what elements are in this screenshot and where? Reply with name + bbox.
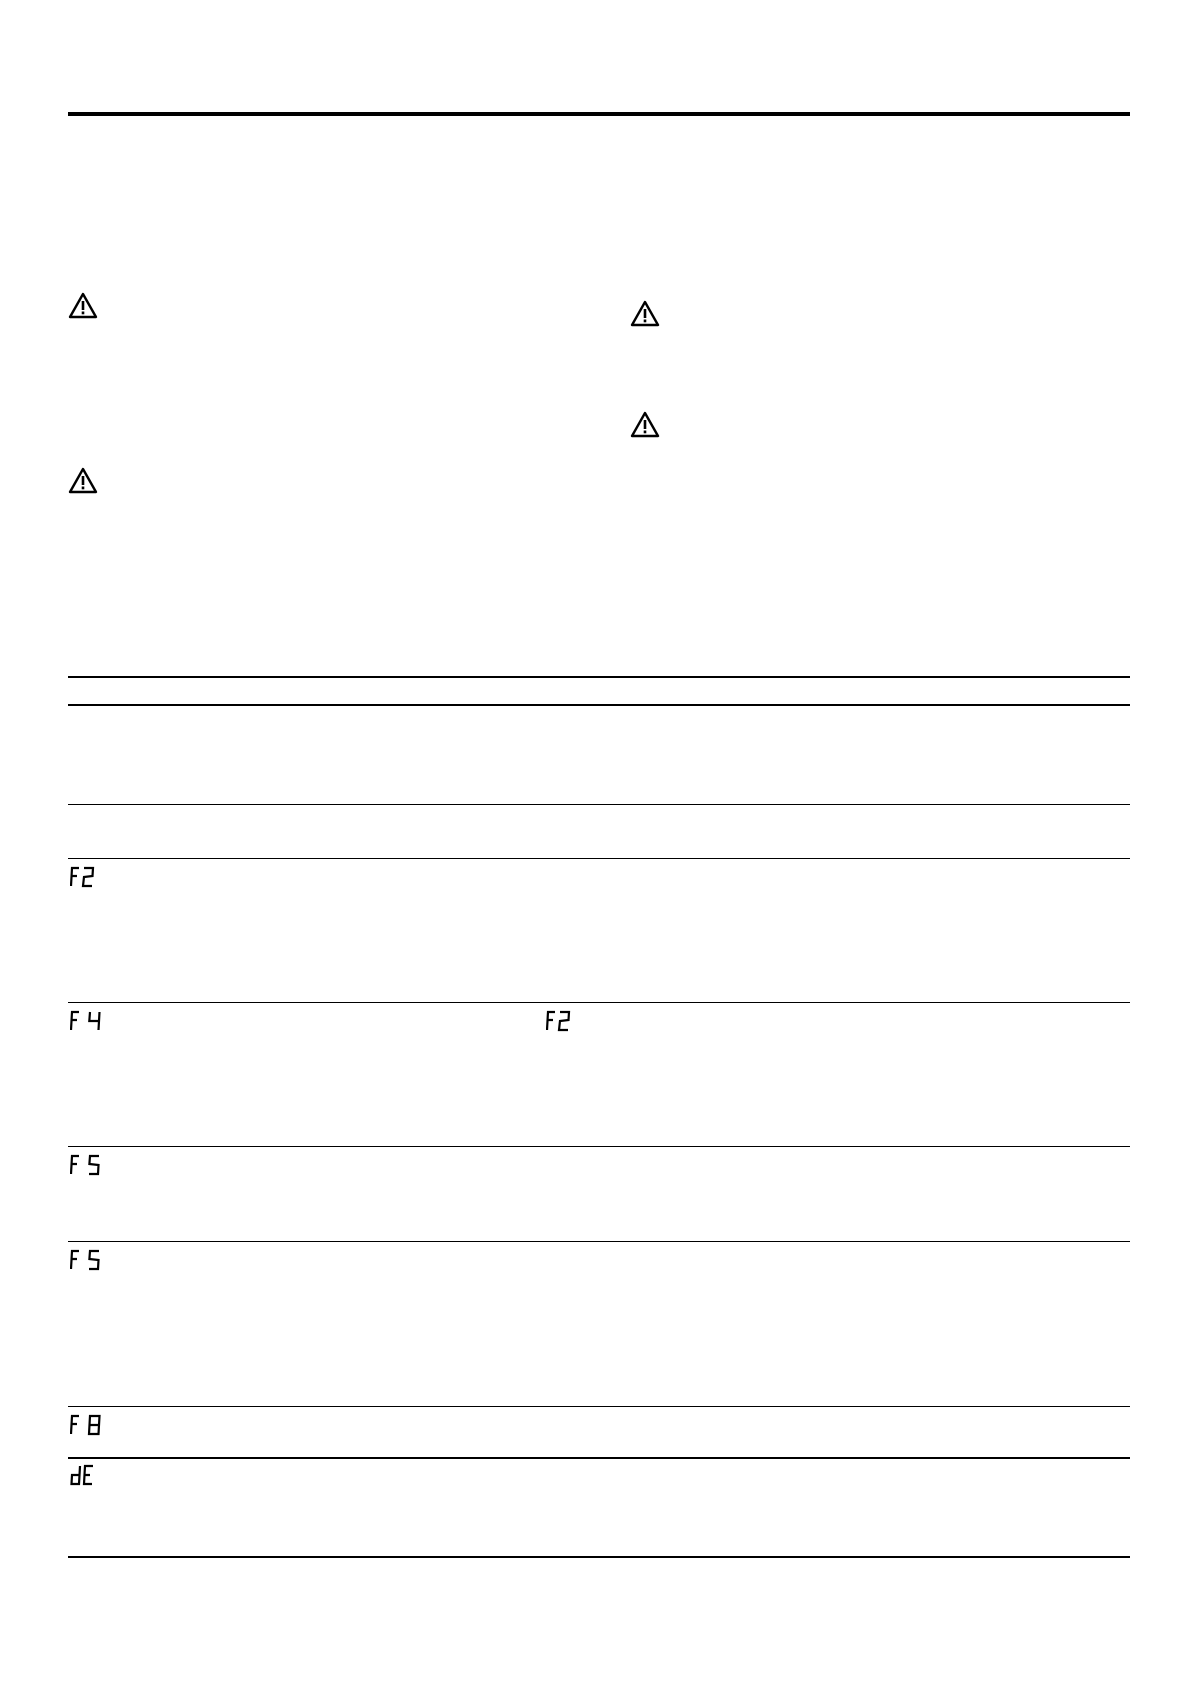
fault-code-f5-display	[70, 1154, 102, 1176]
table-row-divider	[68, 1146, 1130, 1147]
fault-code-f2-display	[70, 866, 96, 888]
table-row-divider	[68, 804, 1130, 805]
table-header-top-rule	[68, 676, 1130, 678]
fault-code-f5-display	[70, 1249, 102, 1271]
table-row-divider	[68, 1406, 1130, 1407]
remedy-code-f2-display	[546, 1010, 572, 1032]
table-row-divider	[68, 1002, 1130, 1003]
warning-triangle-icon	[68, 467, 98, 495]
fault-code-f4-display	[70, 1010, 102, 1032]
table-header-bottom-rule	[68, 704, 1130, 706]
warning-triangle-icon	[630, 300, 660, 328]
table-row-divider	[68, 1241, 1130, 1242]
warning-triangle-icon	[630, 411, 660, 439]
fault-code-de-display	[70, 1464, 96, 1486]
fault-code-f8-display	[70, 1414, 102, 1436]
table-row-divider	[68, 858, 1130, 859]
header-rule	[68, 112, 1130, 116]
table-row-divider	[68, 1457, 1130, 1459]
warning-triangle-icon	[68, 292, 98, 320]
table-bottom-rule	[68, 1556, 1130, 1558]
